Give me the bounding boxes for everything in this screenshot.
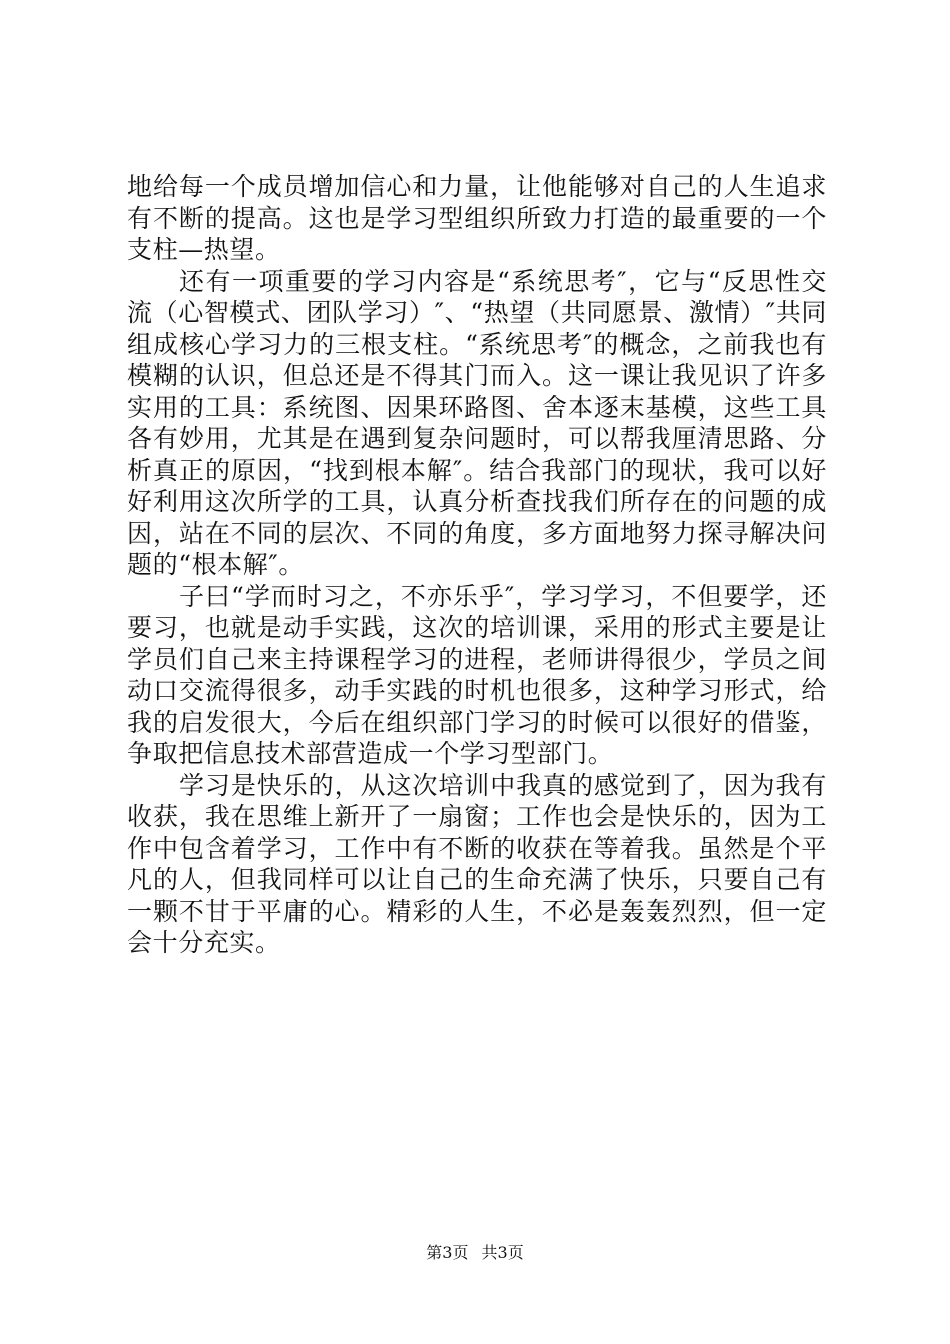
paragraph-continuation: 地给每一个成员增加信心和力量，让他能够对自己的人生追求有不断的提高。这也是学习型组织所致力打造的最重要的一个支柱—热望。 [127,172,827,264]
paragraph-systems-thinking: 还有一项重要的学习内容是“系统思考″，它与“反思性交流（心智模式、团队学习）″、“热望（共同愿景、激情）″共同组成核心学习力的三根支柱。“系统思考″的概念，之前我也有模糊的认识，但总还是不得其门而入。这一课让我见识了许多实用的工具：系统图、因果环路图、舍本逐末基模，这些工具各有妙用，尤其是在遇到复杂问题时，可以帮我厘清思路、分析真正的原因，“找到根本解″。结合我部门的现状，我可以好好利用这次所学的工具，认真分析查找我们所存在的问题的成因，站在不同的层次、不同的角度，多方面地努力探寻解决问题的“根本解″。 [127,266,827,579]
page-number: 第3页 [426,1243,469,1262]
body-text [127,171,827,959]
paragraph-practice: 子曰“学而时习之，不亦乐乎″，学习学习，不但要学，还要习，也就是动手实践，这次的培训课，采用的形式主要是让学员们自己来主持课程学习的进程，老师讲得很少，学员之间动口交流得很多，动手实践的时机也很多，这种学习形式，给我的启发很大，今后在组织部门学习的时候可以很好的借鉴，争取把信息技术部营造成一个学习型部门。 [127,581,827,768]
paragraph-conclusion: 学习是快乐的，从这次培训中我真的感觉到了，因为我有收获，我在思维上新开了一扇窗；工作也会是快乐的，因为工作中包含着学习，工作中有不断的收获在等着我。虽然是个平凡的人，但我同样可以让自己的生命充满了快乐，只要自己有一颗不甘于平庸的心。精彩的人生，不必是轰轰烈烈，但一定会十分充实。 [127,770,827,957]
page-total: 共3页 [481,1243,524,1262]
page-footer [0,1243,950,1263]
